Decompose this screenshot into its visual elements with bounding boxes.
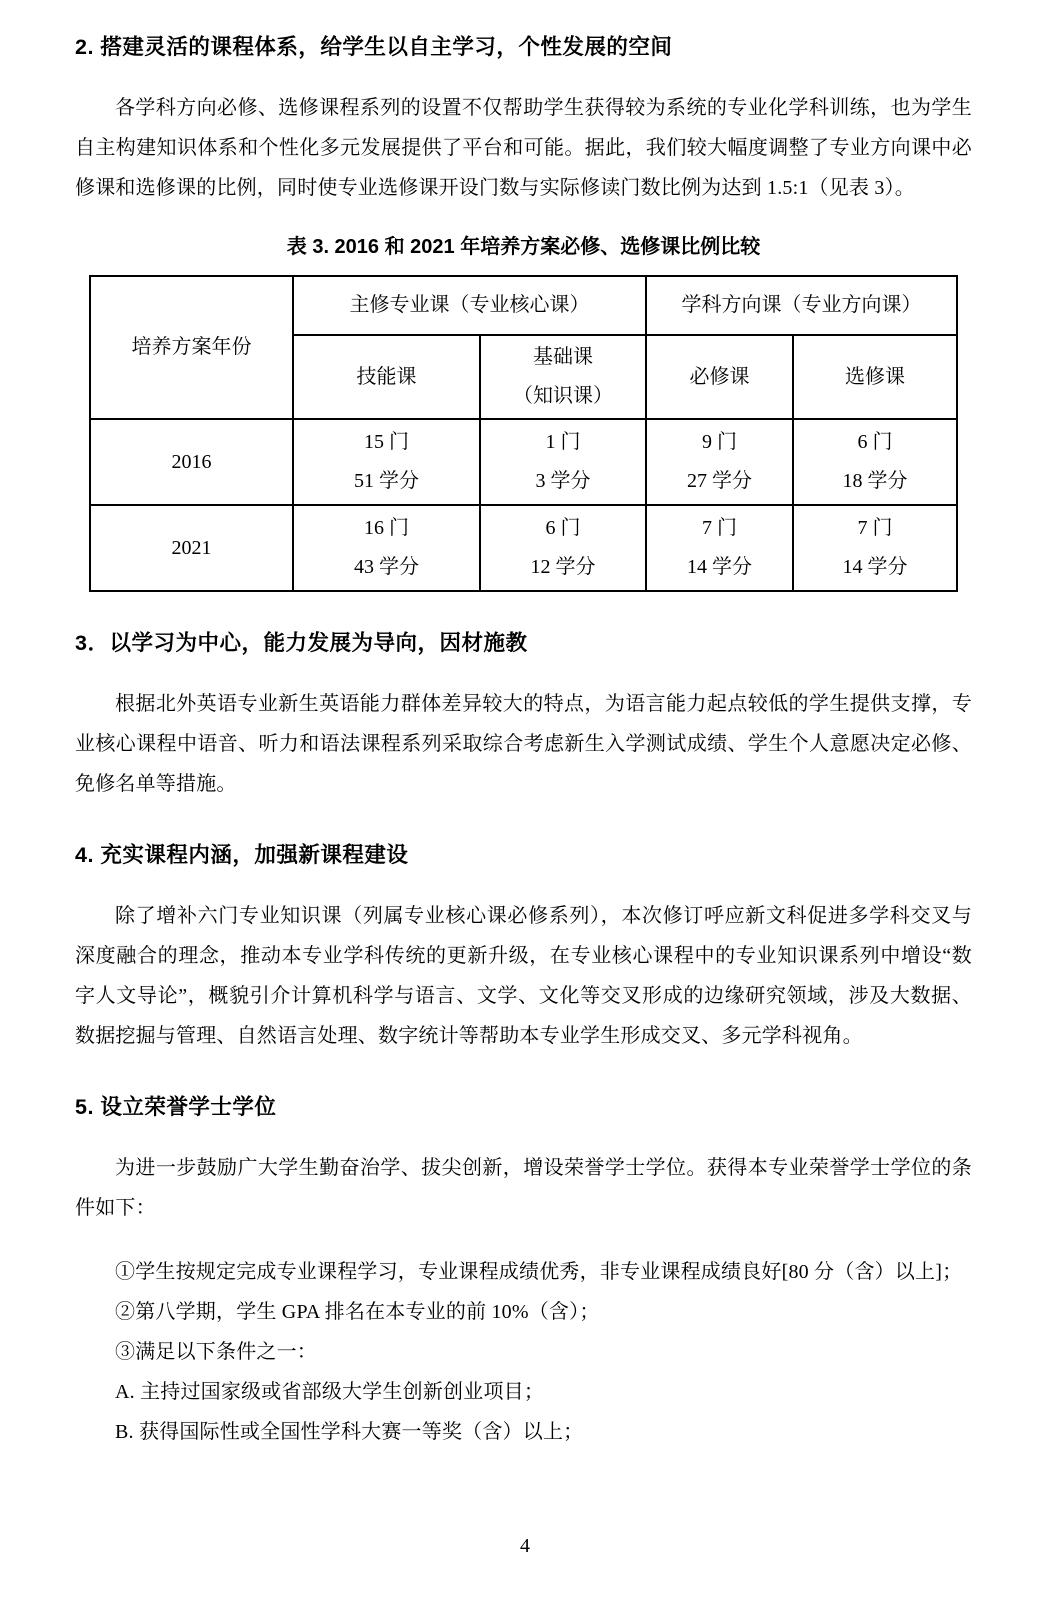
cell-courses: 7 门 — [702, 517, 737, 540]
table-row-2016 — [90, 419, 957, 505]
table-cell-year-2016: 2016 — [90, 419, 293, 505]
table-cell-2021-elective — [793, 505, 957, 591]
condition-3b: B. 获得国际性或全国性学科大赛一等奖（含）以上； — [115, 1421, 584, 1444]
table-3 — [89, 275, 958, 592]
section-5-paragraph: 为进一步鼓励广大学生勤奋治学、拔尖创新，增设荣誉学士学位。获得本专业荣誉学士学位的条件如下： — [75, 1157, 972, 1220]
cell-credits: 14 学分 — [687, 556, 752, 579]
page-number: 4 — [520, 1535, 530, 1557]
cell-credits: 14 学分 — [842, 556, 908, 579]
section-3-heading: 3．以学习为中心，能力发展为导向，因材施教 — [75, 631, 528, 656]
table-group-header-core: 主修专业课（专业核心课） — [293, 276, 646, 335]
table-cell-year-2021: 2021 — [90, 505, 293, 591]
section-2-heading: 2. 搭建灵活的课程体系，给学生以自主学习，个性发展的空间 — [75, 35, 673, 59]
table-cell-2016-foundation — [480, 419, 646, 505]
table-3-caption: 表 3. 2016 和 2021 年培养方案必修、选修课比例比较 — [286, 236, 761, 259]
table-subheader-foundation-line1: 基础课 — [533, 346, 593, 369]
condition-3: ③满足以下条件之一： — [115, 1341, 317, 1364]
section-3-paragraph: 根据北外英语专业新生英语能力群体差异较大的特点，为语言能力起点较低的学生提供支撑，专业核心课程中语音、听力和语法课程系列采取综合考虑新生入学测试成绩、学生个人意愿决定必修、免修名单等措施。 — [75, 693, 972, 796]
section-4-heading: 4. 充实课程内涵，加强新课程建设 — [75, 843, 409, 868]
condition-2: ②第八学期，学生 GPA 排名在本专业的前 10%（含）； — [115, 1301, 600, 1324]
table-subheader-elective: 选修课 — [793, 335, 957, 419]
table-cell-2021-foundation — [480, 505, 646, 591]
table-cell-2016-elective — [793, 419, 957, 505]
table-subheader-foundation — [480, 335, 646, 419]
condition-1: ①学生按规定完成专业课程学习，专业课程成绩优秀，非专业课程成绩良好[80 分（含）以上]； — [115, 1261, 963, 1284]
table-group-header-direction: 学科方向课（专业方向课） — [646, 276, 957, 335]
honor-degree-conditions — [75, 1252, 972, 1452]
table-subheader-foundation-line2: （知识课） — [513, 385, 613, 408]
table-subheader-required: 必修课 — [646, 335, 793, 419]
cell-courses: 7 门 — [857, 517, 893, 540]
cell-credits: 18 学分 — [842, 470, 908, 493]
cell-courses: 6 门 — [545, 517, 581, 540]
cell-courses: 16 门 — [364, 517, 409, 540]
cell-credits: 12 学分 — [530, 556, 596, 579]
cell-credits: 43 学分 — [354, 556, 419, 579]
cell-credits: 27 学分 — [687, 470, 752, 493]
table-cell-2021-required — [646, 505, 793, 591]
cell-courses: 1 门 — [545, 431, 581, 454]
condition-3a: A. 主持过国家级或省部级大学生创新创业项目； — [115, 1381, 545, 1404]
table-row-2021 — [90, 505, 957, 591]
table-cell-2016-required — [646, 419, 793, 505]
table-cell-2021-skill — [293, 505, 480, 591]
table-cell-2016-skill — [293, 419, 480, 505]
cell-courses: 15 门 — [364, 431, 409, 454]
section-4-paragraph: 除了增补六门专业知识课（列属专业核心课必修系列），本次修订呼应新文科促进多学科交叉与深度融合的理念，推动本专业学科传统的更新升级，在专业核心课程中的专业知识课系列中增设“数字人文导论”，概貌引介计算机科学与语言、文学、文化等交叉形成的边缘研究领域，涉及大数据、数据挖掘与管理、自然语言处理、数字统计等帮助本专业学生形成交叉、多元学科视角。 — [75, 905, 972, 1048]
cell-credits: 51 学分 — [354, 470, 419, 493]
table-corner-header: 培养方案年份 — [90, 276, 293, 419]
section-5-heading: 5. 设立荣誉学士学位 — [75, 1095, 277, 1120]
cell-courses: 9 门 — [702, 431, 737, 454]
cell-courses: 6 门 — [857, 431, 893, 454]
cell-credits: 3 学分 — [535, 470, 591, 493]
section-2-paragraph: 各学科方向必修、选修课程系列的设置不仅帮助学生获得较为系统的专业化学科训练，也为学生自主构建知识体系和个性化多元发展提供了平台和可能。据此，我们较大幅度调整了专业方向课中必修课和选修课的比例，同时使专业选修课开设门数与实际修读门数比例为达到 1.5:1（见表 3）。 — [75, 97, 972, 200]
table-subheader-skill: 技能课 — [293, 335, 480, 419]
